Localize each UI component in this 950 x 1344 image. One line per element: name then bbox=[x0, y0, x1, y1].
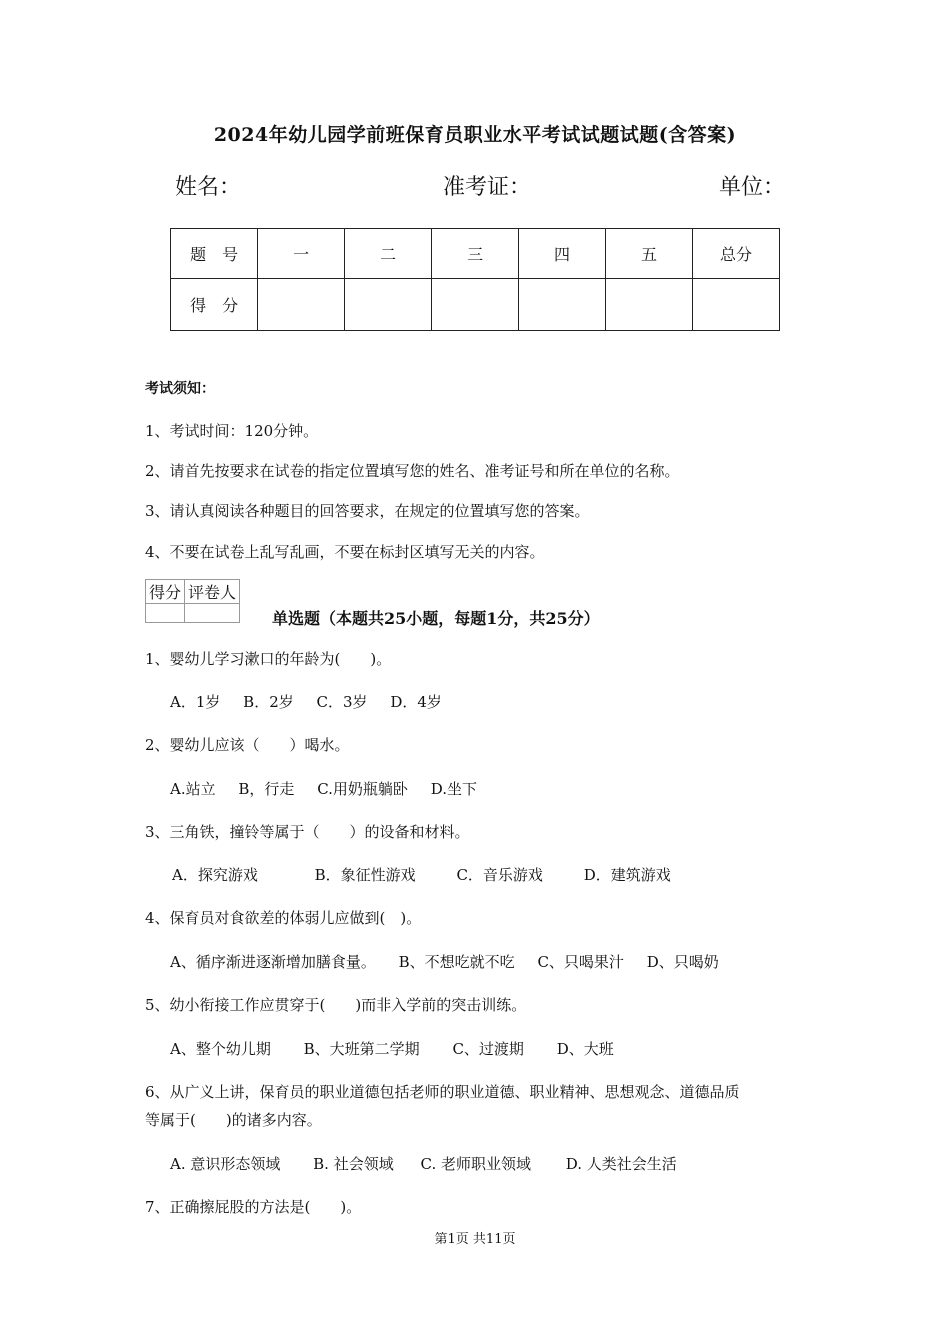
option: C．音乐游戏 bbox=[456, 866, 543, 884]
score-cell-total[interactable] bbox=[692, 279, 779, 331]
question-options bbox=[170, 1153, 695, 1174]
option: D．4岁 bbox=[390, 693, 442, 711]
grader-score-label: 得分 bbox=[146, 580, 185, 604]
header-cell-2: 二 bbox=[345, 229, 432, 279]
grader-box bbox=[145, 579, 240, 623]
header-cell-question-number: 题 号 bbox=[171, 229, 258, 279]
option: D．建筑游戏 bbox=[583, 866, 671, 884]
option: A．探究游戏 bbox=[172, 866, 258, 884]
score-table-header-row bbox=[171, 229, 780, 279]
notice-item: 4、不要在试卷上乱写乱画，不要在标封区填写无关的内容。 bbox=[145, 543, 545, 561]
option: A、整个幼儿期 bbox=[170, 1040, 271, 1058]
score-row-label: 得 分 bbox=[171, 279, 258, 331]
score-cell-5[interactable] bbox=[606, 279, 693, 331]
question-text: 1、婴幼儿学习漱口的年龄为( )。 bbox=[145, 650, 392, 668]
question-text-continued: 等属于( )的诸多内容。 bbox=[145, 1111, 322, 1129]
grader-score-cell[interactable] bbox=[146, 604, 185, 623]
option: D、大班 bbox=[556, 1040, 614, 1058]
option: B．象征性游戏 bbox=[314, 866, 416, 884]
option: C、过渡期 bbox=[452, 1040, 524, 1058]
score-cell-2[interactable] bbox=[345, 279, 432, 331]
question-text: 2、婴幼儿应该（ ）喝水。 bbox=[145, 736, 350, 754]
option: D.坐下 bbox=[430, 780, 477, 798]
question-text: 5、幼小衔接工作应贯穿于( )而非入学前的突击训练。 bbox=[145, 996, 527, 1014]
option: B、大班第二学期 bbox=[303, 1040, 420, 1058]
option: A、循序渐进逐渐增加膳食量。 bbox=[170, 953, 376, 971]
option: D、只喝奶 bbox=[646, 953, 719, 971]
notice-item: 3、请认真阅读各种题目的回答要求，在规定的位置填写您的答案。 bbox=[145, 502, 590, 520]
option: C．3岁 bbox=[316, 693, 368, 711]
option: C. 老师职业领域 bbox=[420, 1155, 531, 1173]
header-cell-4: 四 bbox=[519, 229, 606, 279]
candidate-fields bbox=[175, 170, 785, 204]
header-cell-5: 五 bbox=[606, 229, 693, 279]
page-footer: 第1页 共11页 bbox=[434, 1232, 516, 1247]
score-cell-1[interactable] bbox=[258, 279, 345, 331]
option: A. 意识形态领域 bbox=[170, 1155, 281, 1173]
header-cell-total: 总分 bbox=[692, 229, 779, 279]
header-cell-1: 一 bbox=[258, 229, 345, 279]
question-options bbox=[170, 951, 737, 972]
notice-item: 2、请首先按要求在试卷的指定位置填写您的姓名、准考证号和所在单位的名称。 bbox=[145, 462, 680, 480]
notice-heading: 考试须知： bbox=[145, 381, 215, 397]
option: B．2岁 bbox=[243, 693, 294, 711]
question-options bbox=[170, 1038, 632, 1059]
question-options bbox=[170, 778, 495, 799]
option: B. 社会领域 bbox=[313, 1155, 394, 1173]
page-title: 2024年幼儿园学前班保育员职业水平考试试题试题(含答案) bbox=[213, 124, 737, 146]
option: D. 人类社会生活 bbox=[565, 1155, 677, 1173]
option: C.用奶瓶躺卧 bbox=[317, 780, 408, 798]
score-table-score-row bbox=[171, 279, 780, 331]
name-label: 姓名： bbox=[175, 175, 242, 200]
unit-label: 单位： bbox=[718, 175, 785, 200]
score-table bbox=[170, 228, 780, 331]
option: A.站立 bbox=[170, 780, 216, 798]
exam-id-label: 准考证： bbox=[443, 175, 532, 200]
grader-reviewer-cell[interactable] bbox=[185, 604, 240, 623]
notice-item: 1、考试时间：120分钟。 bbox=[145, 422, 319, 440]
option: B、不想吃就不吃 bbox=[398, 953, 515, 971]
question-text: 4、保育员对食欲差的体弱儿应做到( )。 bbox=[145, 909, 422, 927]
question-text: 3、三角铁，撞铃等属于（ ）的设备和材料。 bbox=[145, 823, 470, 841]
option: B，行走 bbox=[238, 780, 295, 798]
question-text: 6、从广义上讲，保育员的职业道德包括老师的职业道德、职业精神、思想观念、道德品质 bbox=[145, 1083, 740, 1101]
grader-reviewer-label: 评卷人 bbox=[185, 580, 240, 604]
option: A．1岁 bbox=[170, 693, 221, 711]
section-title: 单选题（本题共25小题，每题1分，共25分） bbox=[272, 609, 600, 628]
score-cell-3[interactable] bbox=[432, 279, 519, 331]
score-cell-4[interactable] bbox=[519, 279, 606, 331]
option: C、只喝果汁 bbox=[537, 953, 624, 971]
question-text: 7、正确擦屁股的方法是( )。 bbox=[145, 1198, 362, 1216]
header-cell-3: 三 bbox=[432, 229, 519, 279]
question-options bbox=[170, 691, 460, 712]
question-options bbox=[172, 864, 689, 885]
